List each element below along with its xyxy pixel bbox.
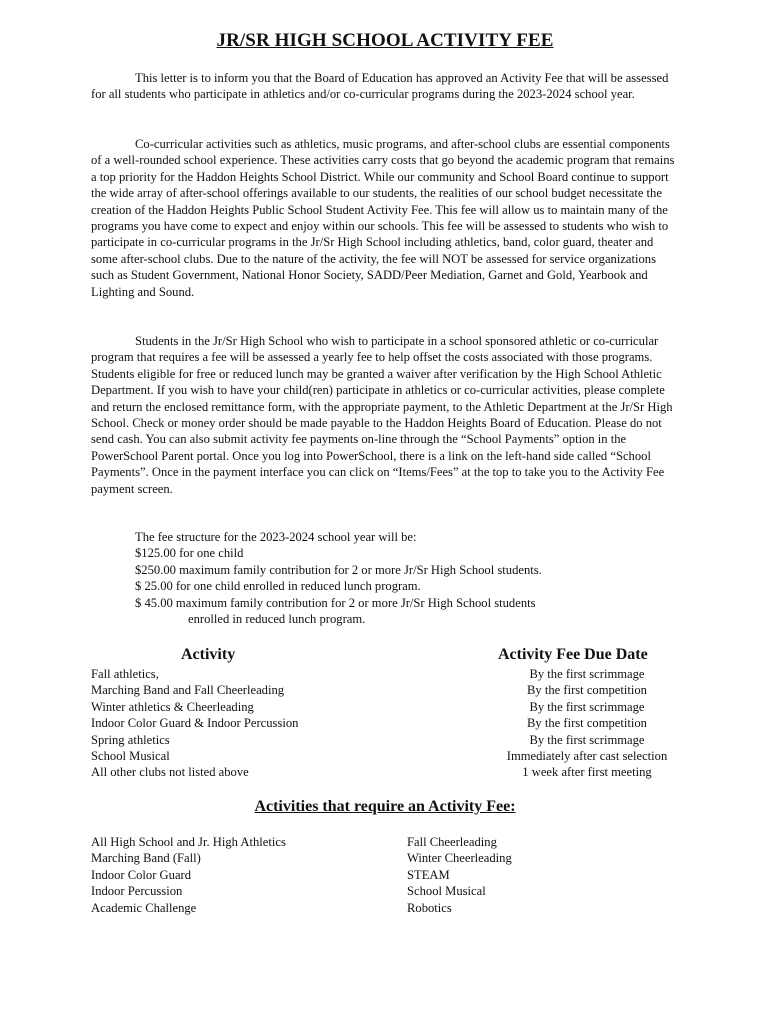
- activity-item: All other clubs not listed above: [91, 765, 249, 780]
- required-activity-item: Robotics: [407, 900, 452, 915]
- fee-line: $ 25.00 for one child enrolled in reduced lunch program.: [135, 579, 421, 594]
- paragraph-payment: Students in the Jr/Sr High School who wish to participate in a school sponsored athletic or co-curricular program that requires a fee will be assessed a yearly fee to help offset the costs associated with those programs. Students eligible for free or reduced lunch may be granted a waiver after verification by the High School Athletic Department. If you wish to have your child(ren) participate in athletics or co-curricular activities, please complete and return the enclosed remittance form, with the appropriate payment, to the Athletic Department at the Jr/Sr High School. Check or money order should be made payable to the Haddon Heights Board of Education. Please do not send cash. You can also submit activity fee payments on-line through the “School Payments” option in the PowerSchool Parent portal. Once you log into PowerSchool, there is a link on the left-hand side called “School Payments”. Once in the payment interface you can click on “Items/Fees” at the top to take you to the Activity Fee payment screen.: [91, 334, 673, 496]
- activity-header: Activity: [181, 646, 236, 663]
- due-date-item: Immediately after cast selection: [506, 749, 668, 764]
- due-date-item: By the first competition: [527, 716, 647, 731]
- fee-line-continuation: enrolled in reduced lunch program.: [188, 612, 366, 627]
- fee-line: $ 45.00 maximum family contribution for 2 or more Jr/Sr High School students: [135, 595, 536, 610]
- activity-item: Spring athletics: [91, 732, 170, 747]
- fee-structure: [135, 529, 542, 627]
- required-list-right: [407, 834, 512, 916]
- due-date-item: By the first scrimmage: [529, 667, 645, 681]
- fee-line: $125.00 for one child: [135, 546, 244, 561]
- activity-item: Indoor Color Guard & Indoor Percussion: [91, 716, 299, 731]
- required-activity-item: STEAM: [407, 867, 450, 882]
- fee-line: $250.00 maximum family contribution for 2 or more Jr/Sr High School students.: [135, 562, 542, 577]
- required-activity-item: Marching Band (Fall): [91, 851, 201, 866]
- activity-item: Fall athletics,: [91, 667, 159, 681]
- required-activity-item: Indoor Percussion: [91, 884, 183, 899]
- due-date-header: Activity Fee Due Date: [498, 646, 648, 663]
- required-activities-title: Activities that require an Activity Fee:: [254, 798, 516, 815]
- required-activity-item: Winter Cheerleading: [407, 851, 512, 866]
- required-activity-item: Academic Challenge: [91, 900, 197, 915]
- due-date-item: By the first competition: [527, 683, 647, 698]
- page-title: JR/SR HIGH SCHOOL ACTIVITY FEE: [216, 30, 554, 51]
- activity-column: [91, 666, 298, 781]
- due-date-item: By the first scrimmage: [529, 732, 645, 747]
- paragraph-intro: This letter is to inform you that the Board of Education has approved an Activity Fee that will be assessed for all students who participate in athletics and/or co-curricular programs during the 2023-2024 school year.: [91, 71, 669, 102]
- required-activity-item: Fall Cheerleading: [407, 835, 497, 849]
- required-activity-item: Indoor Color Guard: [91, 867, 192, 882]
- required-activity-item: All High School and Jr. High Athletics: [91, 835, 286, 849]
- activity-item: Winter athletics & Cheerleading: [91, 699, 254, 714]
- due-date-item: By the first scrimmage: [529, 699, 645, 714]
- required-activity-item: School Musical: [407, 884, 486, 899]
- paragraph-cocurricular: Co-curricular activities such as athletics, music programs, and after-school clubs are essential components of a well-rounded school experience. These activities carry costs that go beyond the academic program that remains a top priority for the Haddon Heights School District. While our community and School Board continue to support the wide array of after-school offerings available to our students, the realities of our school budget necessitate the creation of the Haddon Heights Public School Student Activity Fee. This fee will allow us to maintain many of the programs you have come to expect and enjoy within our schools. This fee will be assessed to students who wish to participate in co-curricular programs in the Jr/Sr High School including athletics, band, color guard, theater and some after-school clubs. Due to the nature of the activity, the fee will NOT be assessed for service organizations such as Student Government, National Honor Society, SADD/Peer Mediation, Garnet and Gold, Yearbook and Lighting and Sound.: [91, 137, 675, 299]
- fee-intro: The fee structure for the 2023-2024 school year will be:: [135, 530, 417, 544]
- required-list-left: [91, 834, 286, 916]
- activity-item: Marching Band and Fall Cheerleading: [91, 683, 285, 698]
- due-date-column: [498, 666, 676, 781]
- due-date-item: 1 week after first meeting: [522, 765, 652, 780]
- activity-item: School Musical: [91, 749, 170, 764]
